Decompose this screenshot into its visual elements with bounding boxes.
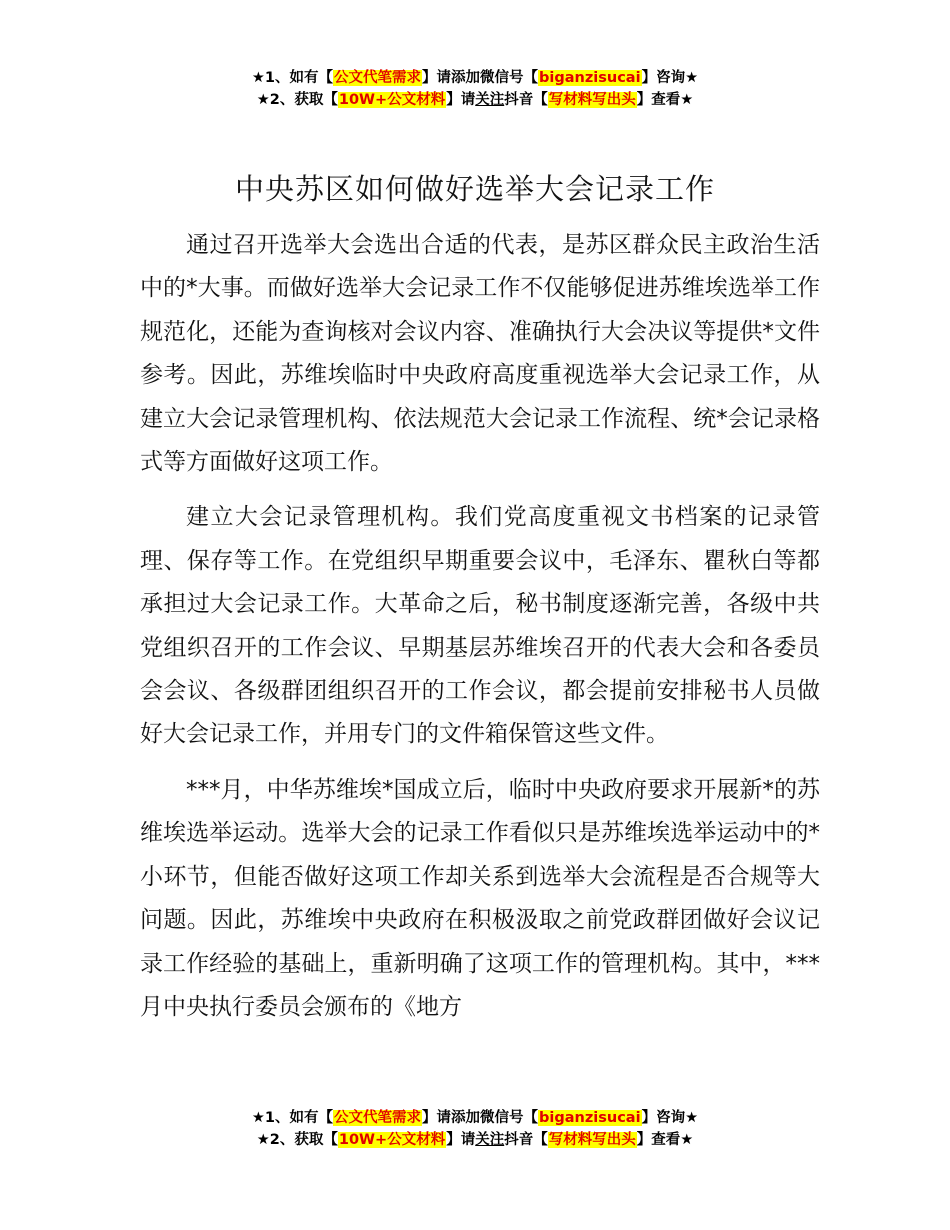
document-title: 中央苏区如何做好选举大会记录工作 — [234, 172, 715, 206]
banner-line-1 — [0, 67, 950, 89]
banner-highlight: 写材料写出头 — [548, 92, 636, 108]
banner-highlight: 10W+公文材料 — [338, 92, 446, 108]
banner-text: ★1、如有【 — [251, 70, 334, 86]
banner-highlight: 写材料写出头 — [548, 1132, 636, 1148]
banner-underlined-text: 关注 — [475, 1132, 505, 1148]
banner-text: 】请 — [446, 1132, 476, 1148]
banner-underlined-text: 关注 — [475, 92, 505, 108]
banner-text: 】请添加微信号【 — [422, 70, 539, 86]
header-banner — [0, 67, 950, 111]
banner-text: 】请添加微信号【 — [422, 1110, 539, 1126]
banner-text: 】查看★ — [636, 92, 694, 108]
document-body — [140, 224, 820, 1041]
paragraph-2: 建立大会记录管理机构。我们党高度重视文书档案的记录管理、保存等工作。在党组织早期重要会议中，毛泽东、瞿秋白等都承担过大会记录工作。大革命之后，秘书制度逐渐完善，各级中共党组织召开的工作会议、早期基层苏维埃召开的代表大会和各委员会会议、各级群团组织召开的工作会议，都会提前安排秘书人员做好大会记录工作，并用专门的文件箱保管这些文件。 — [140, 504, 820, 748]
banner-text: 】咨询★ — [641, 70, 699, 86]
paragraph-1: 通过召开选举大会选出合适的代表，是苏区群众民主政治生活中的*大事。而做好选举大会记录工作不仅能够促进苏维埃选举工作规范化，还能为查询核对会议内容、准确执行大会决议等提供*文件参考。因此，苏维埃临时中央政府高度重视选举大会记录工作，从建立大会记录管理机构、依法规范大会记录工作流程、统*会记录格式等方面做好这项工作。 — [140, 232, 820, 476]
banner-highlight: biganzisucai — [539, 70, 641, 86]
banner-line-2 — [0, 1129, 950, 1151]
banner-text: 抖音【 — [504, 1132, 548, 1148]
banner-text: ★2、获取【 — [256, 92, 338, 108]
banner-highlight: 公文代笔需求 — [334, 1110, 422, 1126]
banner-highlight: 10W+公文材料 — [338, 1132, 446, 1148]
banner-highlight: 公文代笔需求 — [334, 70, 422, 86]
paragraph-3: ***月，中华苏维埃*国成立后，临时中央政府要求开展新*的苏维埃选举运动。选举大会的记录工作看似只是苏维埃选举运动中的*小环节，但能否做好这项工作却关系到选举大会流程是否合规等大问题。因此，苏维埃中央政府在积极汲取之前党政群团做好会议记录工作经验的基础上，重新明确了这项工作的管理机构。其中，***月中央执行委员会颁布的《地方 — [140, 776, 820, 1020]
banner-text: 】请 — [446, 92, 476, 108]
banner-line-1 — [0, 1107, 950, 1129]
footer-banner — [0, 1107, 950, 1151]
banner-highlight: biganzisucai — [539, 1110, 641, 1126]
banner-text: 抖音【 — [504, 92, 548, 108]
banner-text: 】咨询★ — [641, 1110, 699, 1126]
banner-text: ★2、获取【 — [256, 1132, 338, 1148]
banner-text: 】查看★ — [636, 1132, 694, 1148]
banner-text: ★1、如有【 — [251, 1110, 334, 1126]
banner-line-2 — [0, 89, 950, 111]
